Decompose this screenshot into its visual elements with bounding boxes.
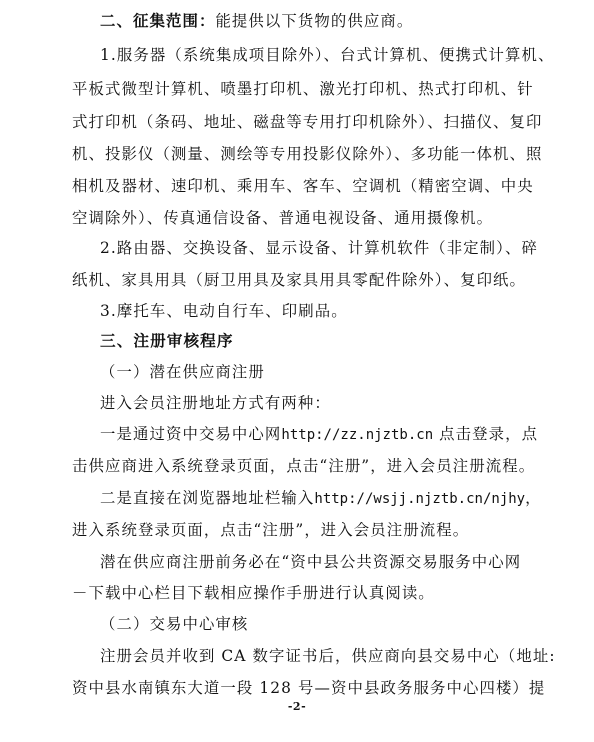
way-2-line-2: 进入系统登录页面，点击“注册”，进入会员注册流程。 (72, 521, 470, 539)
item-1-line-4: 机、投影仪（测量、测绘等专用投影仪除外）、多功能一体机、照 (72, 145, 543, 163)
item-2-line-2: 纸机、家具用具（厨卫用具及家具用具零配件除外）、复印纸。 (72, 271, 527, 289)
way-1-url-link[interactable]: http://zz.njztb.cn (281, 427, 434, 443)
registration-intro: 进入会员注册地址方式有两种： (100, 394, 331, 412)
item-1-line-1: 1.服务器（系统集成项目除外）、台式计算机、便携式计算机、 (100, 46, 555, 64)
section-2-heading-label: 二、征集范围： (100, 12, 216, 30)
way-1-text-pre: 一是通过资中交易中心网 (100, 425, 282, 443)
item-1-line-6: 空调除外）、传真通信设备、普通电视设备、通用摄像机。 (72, 209, 494, 227)
way-2-line-1 (100, 483, 594, 513)
audit-line-2: 资中县水南镇东大道一段 128 号—资中县政务服务中心四楼）提 (72, 679, 546, 697)
section-2-heading-text: 能提供以下货物的供应商。 (215, 12, 414, 30)
item-1-line-3: 式打印机（条码、地址、磁盘等专用打印机除外）、扫描仪、复印 (72, 113, 543, 131)
note-line-1: 潜在供应商注册前务必在“资中县公共资源交易服务中心网 (100, 553, 522, 571)
way-1-line-1 (100, 419, 594, 449)
section-2-heading (100, 6, 594, 36)
item-1-line-5: 相机及器材、速印机、乘用车、客车、空调机（精密空调、中央 (72, 177, 534, 195)
way-1-text-post: 点击登录，点 (433, 425, 539, 443)
item-1-line-2: 平板式微型计算机、喷墨打印机、激光打印机、热式打印机、针 (72, 80, 534, 98)
way-2-text-post: ， (525, 489, 542, 507)
note-line-2: －下载中心栏目下载相应操作手册进行认真阅读。 (72, 584, 435, 602)
way-2-url-link[interactable]: http://wsjj.njztb.cn/njhy (314, 491, 526, 507)
audit-line-1: 注册会员并收到 CA 数字证书后，供应商向县交易中心（地址: (100, 647, 556, 665)
way-1-line-2: 击供应商进入系统登录页面，点击“注册”，进入会员注册流程。 (72, 457, 536, 475)
page-number: -2- (287, 700, 307, 713)
way-2-text-pre: 二是直接在浏览器地址栏输入 (100, 489, 315, 507)
item-2-line-1: 2.路由器、交换设备、显示设备、计算机软件（非定制）、碎 (100, 239, 538, 257)
subsection-2-heading: （二）交易中心审核 (100, 615, 249, 633)
section-3-heading: 三、注册审核程序 (100, 332, 234, 350)
subsection-1-heading: （一）潜在供应商注册 (100, 363, 265, 381)
item-3-line: 3.摩托车、电动自行车、印刷品。 (100, 302, 348, 320)
